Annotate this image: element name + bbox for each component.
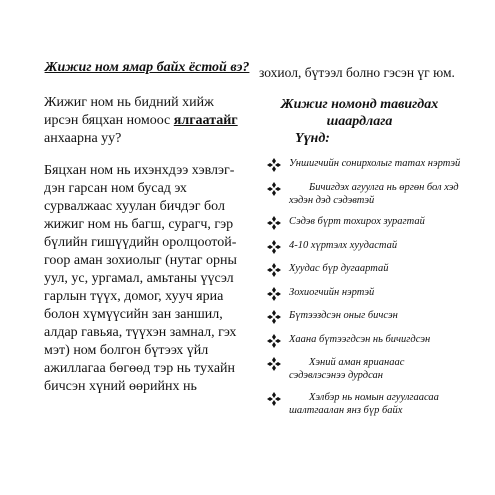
list-item-text: Уншигчийн сонирхолыг татах нэртэй <box>289 158 461 169</box>
continuation-text: зохиол, бүтээл болно гэсэн үг юм. <box>259 65 455 80</box>
diamond-bullet-icon <box>267 263 281 277</box>
intro-emphasis: ялгаатайг <box>173 113 238 128</box>
intro-text-start: Жижиг ном нь бидний хийж ирсэн бяцхан номоос <box>44 95 214 128</box>
intro-paragraph <box>44 94 250 148</box>
left-column <box>44 56 250 410</box>
right-column <box>257 56 462 425</box>
requirements-list <box>257 157 462 417</box>
diamond-bullet-icon <box>267 182 281 196</box>
diamond-bullet-icon <box>267 310 281 324</box>
diamond-bullet-icon <box>267 334 281 348</box>
body-paragraph: Бяцхан ном нь ихэнхдээ хэвлэг-дэн гарсан ном бусад эх сурвалжаас хуулан бичдэг бол жижиг ном нь багш, сурагч, гэр бүлийн гишүүдийн оролцоотой-гоор аман зохиолыг (нутаг орны уул, ус, ургамал, амьтаны үүсэл гарлын түүх, домог, хууч яриа болон хүмүүсийн зан заншил, алдар гавьяа, түүхэн замнал, гэх мэт) ном болгон бүтээх үйл ажиллагаа бөгөөд тэр нь тухайн бичсэн хүний өөрийнх нь <box>44 163 237 394</box>
diamond-bullet-icon <box>267 240 281 254</box>
list-item <box>257 215 462 230</box>
diamond-bullet-icon <box>267 287 281 301</box>
list-item-text: 4-10 хүртэлх хуудастай <box>289 239 398 251</box>
list-item <box>257 239 462 254</box>
list-item-text: Хуудас бүр дугаартай <box>289 263 389 274</box>
list-item-text: Сэдэв бүрт тохирох зурагтай <box>289 216 425 227</box>
diamond-bullet-icon <box>267 158 281 172</box>
list-item-text: Зохиогчийн нэртэй <box>289 286 375 298</box>
list-item <box>257 333 462 348</box>
left-heading: Жижиг ном ямар байх ёстой вэ? <box>44 60 250 75</box>
list-item-text: Бүтээздсэн оныг бичсэн <box>289 310 398 321</box>
list-item <box>257 181 462 207</box>
list-item <box>257 157 462 172</box>
intro-text-end: анхаарна уу? <box>44 131 122 146</box>
list-item-text: Хэний аман ярианаас сэдэвлэсэнээ дурдсан <box>289 357 405 381</box>
list-item <box>257 391 462 417</box>
list-item <box>257 356 462 382</box>
diamond-bullet-icon <box>267 357 281 371</box>
list-item-text: Хаана бүтээгдсэн нь бичигдсэн <box>289 333 431 345</box>
diamond-bullet-icon <box>267 392 281 406</box>
list-item-text: Бичигдэх агуулга нь өргөн бол хэд хэдэн дэд сэдэвтэй <box>289 181 459 206</box>
list-item-text: Хэлбэр нь номын агуулгаасаа шалтгаалан янз бүр байх <box>289 391 439 416</box>
diamond-bullet-icon <box>267 216 281 230</box>
requirements-title: Жижиг номонд тавигдах шаардлага <box>280 97 439 129</box>
requirements-subtitle: Үүнд: <box>295 131 330 146</box>
list-item <box>257 286 462 301</box>
list-item <box>257 262 462 277</box>
list-item <box>257 309 462 324</box>
